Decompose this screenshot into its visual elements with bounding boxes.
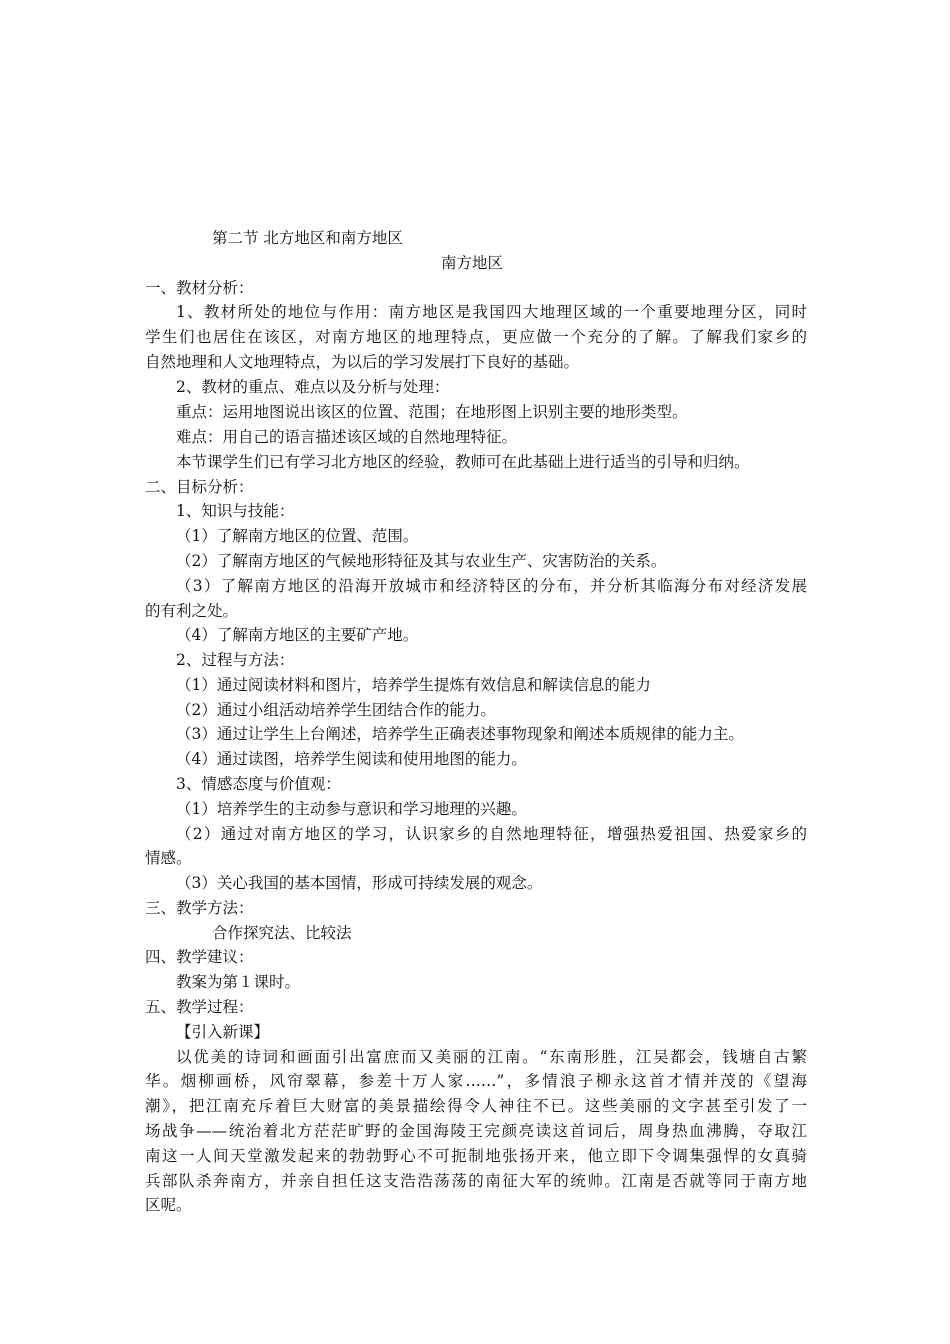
paragraph-line: 兵部队杀奔南方，并亲自担任这支浩浩荡荡的南征大军的统帅。江南是否就等同于南方地 — [145, 1172, 807, 1190]
list-item: （2）通过小组活动培养学生团结合作的能力。 — [176, 701, 496, 719]
teaching-methods-text: 合作探究法、比较法 — [212, 924, 352, 942]
teaching-suggestions-text: 教案为第１课时。 — [176, 973, 301, 991]
difficult-point-line: 难点：用自己的语言描述该区域的自然地理特征。 — [176, 428, 518, 446]
subheading-introduction: 【引入新课】 — [176, 1023, 270, 1041]
list-item: （3）关心我国的基本国情，形成可持续发展的观念。 — [176, 874, 543, 892]
key-point-line: 重点：运用地图说出该区的位置、范围；在地形图上识别主要的地形类型。 — [176, 403, 688, 421]
list-item: （3）了解南方地区的沿海开放城市和经济特区的分布，并分析其临海分布对经济发展 — [176, 577, 807, 595]
paragraph-line: 南这一人间天堂激发起来的勃勃野心不可扼制地张扬开来，他立即下令调集强悍的女真骑 — [145, 1147, 807, 1165]
page-subtitle: 南方地区 — [441, 254, 504, 272]
list-item: （4）了解南方地区的主要矿产地。 — [176, 626, 419, 644]
list-item-continuation: 情感。 — [145, 849, 192, 867]
list-item: （2）通过对南方地区的学习，认识家乡的自然地理特征，增强热爱祖国、热爱家乡的 — [176, 825, 807, 843]
list-item: （3）通过让学生上台阐述，培养学生正确表述事物现象和阐述本质规律的能力主。 — [176, 725, 744, 743]
section-title: 第二节 北方地区和南方地区 — [212, 229, 403, 247]
list-item-continuation: 的有利之处。 — [145, 602, 239, 620]
heading-teaching-process: 五、教学过程： — [145, 998, 254, 1016]
heading-teaching-suggestions: 四、教学建议： — [145, 948, 254, 966]
list-item: （1）培养学生的主动参与意识和学习地理的兴趣。 — [176, 800, 527, 818]
paragraph-line: 场战争——统治着北方茫茫旷野的金国海陵王完颜亮读这首词后，周身热血沸腾，夺取江 — [145, 1122, 807, 1140]
paragraph-line: 学生们也居住在该区，对南方地区的地理特点，更应做一个充分的了解。了解我们家乡的 — [145, 328, 807, 346]
paragraph-line: 本节课学生们已有学习北方地区的经验，教师可在此基础上进行适当的引导和归纳。 — [176, 453, 750, 471]
subheading-key-points: 2、教材的重点、难点以及分析与处理： — [176, 378, 450, 396]
list-item: （4）通过读图，培养学生阅读和使用地图的能力。 — [176, 750, 527, 768]
paragraph-line: 区呢。 — [145, 1196, 192, 1214]
subheading-knowledge-skills: 1、知识与技能： — [176, 502, 295, 520]
list-item: （1）了解南方地区的位置、范围。 — [176, 527, 419, 545]
list-item: （2）了解南方地区的气候地形特征及其与农业生产、灾害防治的关系。 — [176, 552, 667, 570]
subheading-process-methods: 2、过程与方法： — [176, 651, 295, 669]
paragraph-line: 自然地理和人文地理特点，为以后的学习发展打下良好的基础。 — [145, 353, 580, 371]
heading-teaching-methods: 三、教学方法： — [145, 899, 254, 917]
paragraph-line: 华。烟柳画桥，风帘翠幕，参差十万人家……”，多情浪子柳永这首才情并茂的《望海 — [145, 1072, 807, 1090]
heading-goal-analysis: 二、目标分析： — [145, 478, 254, 496]
paragraph-line: 以优美的诗词和画面引出富庶而又美丽的江南。“东南形胜，江吴都会，钱塘自古繁 — [176, 1048, 807, 1066]
list-item: （1）通过阅读材料和图片，培养学生提炼有效信息和解读信息的能力 — [176, 676, 651, 694]
paragraph-line: 1、教材所处的地位与作用：南方地区是我国四大地理区域的一个重要地理分区，同时 — [176, 303, 807, 321]
heading-textbook-analysis: 一、教材分析： — [145, 279, 254, 297]
paragraph-line: 潮》，把江南充斥着巨大财富的美景描绘得令人神往不已。这些美丽的文字甚至引发了一 — [145, 1097, 807, 1115]
subheading-attitudes-values: 3、情感态度与价值观： — [176, 775, 341, 793]
